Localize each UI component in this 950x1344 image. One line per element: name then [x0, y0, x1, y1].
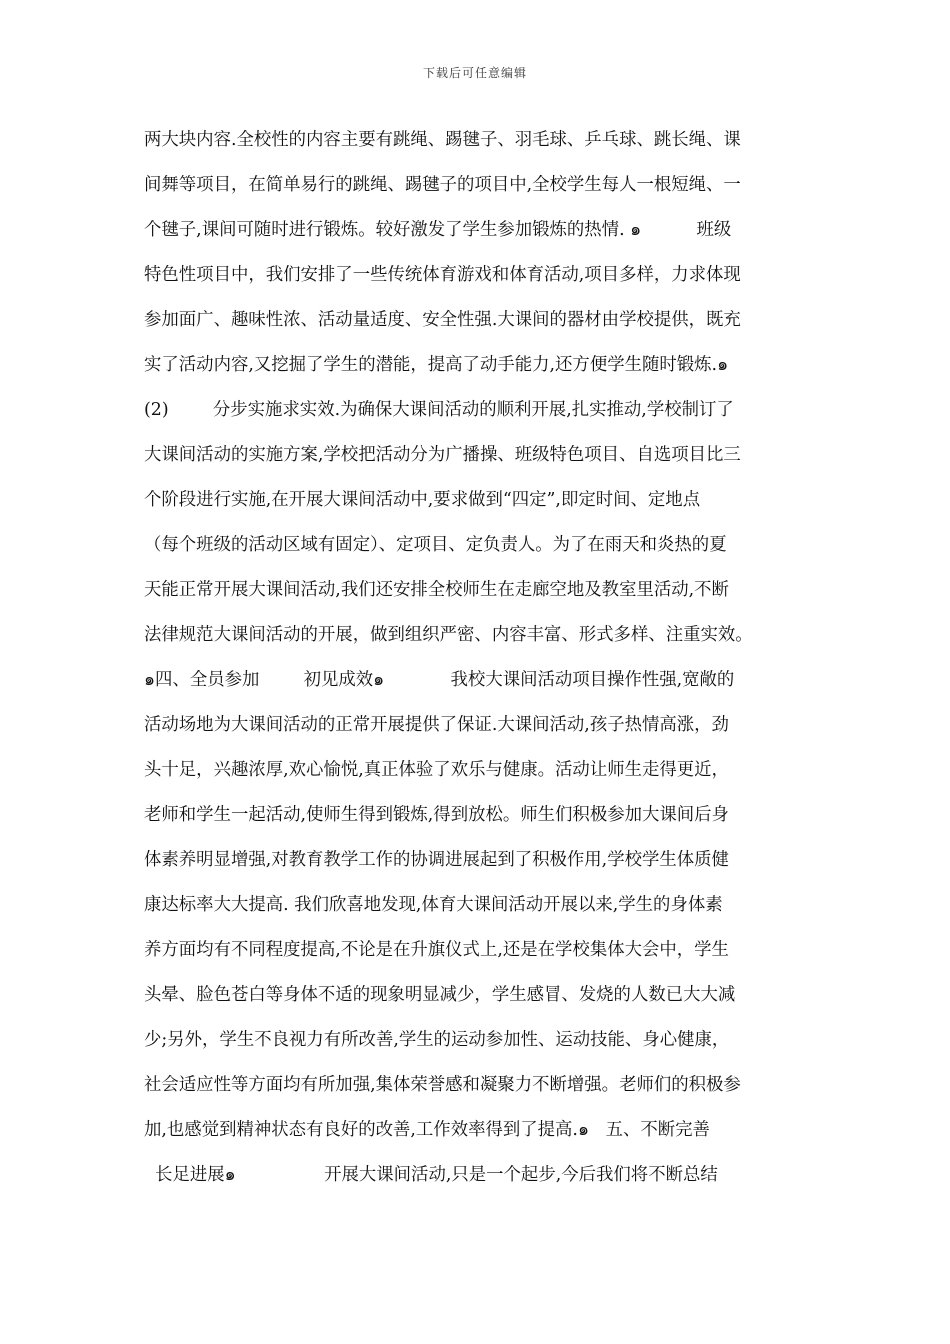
text-line: 特色性项目中，我们安排了一些传统体育游戏和体育活动,项目多样，力求体现	[144, 265, 741, 285]
text-line: 活动场地为大课间活动的正常开展提供了保证.大课间活动,孩子热情高涨，劲	[144, 715, 729, 735]
text-line: （每个班级的活动区域有固定）、定项目、定负责人。为了在雨天和炎热的夏	[144, 535, 727, 555]
text-line: 少;另外，学生不良视力有所改善,学生的运动参加性、运动技能、身心健康，	[144, 1030, 730, 1050]
text-line: 长足进展๑ 开展大课间活动,只是一个起步,今后我们将不断总结	[144, 1165, 718, 1185]
text-line: 老师和学生一起活动,使师生得到锻炼,得到放松。师生们积极参加大课间后身	[144, 805, 729, 825]
text-line: ๑四、全员参加 初见成效๑ 我校大课间活动项目操作性强,宽敞的	[144, 670, 735, 690]
text-line: 天能正常开展大课间活动,我们还安排全校师生在走廊空地及教室里活动,不断	[144, 580, 729, 600]
text-line: 社会适应性等方面均有所加强,集体荣誉感和凝聚力不断增强。老师们的积极参	[144, 1075, 741, 1095]
text-line: (2) 分步实施求实效.为确保大课间活动的顺利开展,扎实推动,学校制订了	[144, 400, 734, 420]
text-line: 大课间活动的实施方案,学校把活动分为广播操、班级特色项目、自选项目比三	[144, 445, 741, 465]
text-line: 养方面均有不同程度提高,不论是在升旗仪式上,还是在学校集体大会中，学生	[144, 940, 729, 960]
text-line: 实了活动内容,又挖掘了学生的潜能，提高了动手能力,还方便学生随时锻炼.๑	[144, 355, 729, 375]
text-line: 个阶段进行实施,在开展大课间活动中,要求做到“四定”,即定时间、定地点	[144, 490, 701, 510]
page-header: 下载后可任意编辑	[422, 66, 527, 80]
text-line: 参加面广、趣味性浓、活动量适度、安全性强.大课间的器材由学校提供，既充	[144, 310, 741, 330]
text-line: 头十足，兴趣浓厚,欢心愉悦,真正体验了欢乐与健康。活动让师生走得更近，	[144, 760, 729, 780]
text-line: 两大块内容.全校性的内容主要有跳绳、踢毽子、羽毛球、乒乓球、跳长绳、课	[144, 130, 741, 150]
text-line: 间舞等项目，在简单易行的跳绳、踢毽子的项目中,全校学生每人一根短绳、一	[144, 175, 741, 195]
document-body	[144, 118, 814, 1198]
text-line: 康达标率大大提高. 我们欣喜地发现,体育大课间活动开展以来,学生的身体素	[144, 895, 723, 915]
text-line: 加,也感觉到精神状态有良好的改善,工作效率得到了提高.๑ 五、不断完善	[144, 1120, 710, 1140]
text-line: 法律规范大课间活动的开展，做到组织严密、内容丰富、形式多样、注重实效。	[144, 625, 753, 645]
text-line: 个毽子,课间可随时进行锻炼。较好激发了学生参加锻炼的热情. ๑ 班级	[144, 220, 732, 240]
text-line: 体素养明显增强,对教育教学工作的协调进展起到了积极作用,学校学生体质健	[144, 850, 729, 870]
text-line: 头晕、脸色苍白等身体不适的现象明显减少，学生感冒、发烧的人数已大大减	[144, 985, 736, 1005]
